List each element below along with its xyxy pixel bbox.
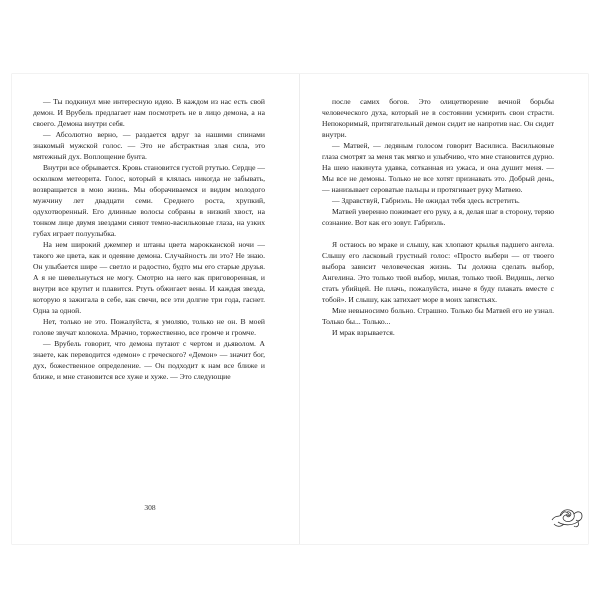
paragraph: На нем широкий джемпер и штаны цвета марокканской ночи — такого же цвета, как и одеяние демона. Случайность ли это? Не знаю. Он улыбается шире — светло и радостно, будто мы его старые друзья. А я не шевельнуться не могу. Смотрю на него как приговоренная, и внутри все крутит и плавится. Ртуть обжигает вены. И каждая звезда, которую я зажигала в себе, как свечи, все эти долгие три года, гаснет. Одна за одной. xyxy=(33,240,265,315)
paragraph: Я остаюсь во мраке и слышу, как хлопают крылья падшего ангела. Слышу его ласковый грустный голос: «Просто выбери — от твоего выбора зависит человеческая жизнь. Ты должна сделать выбор, Ангелина. Это только твой выбор, милая, только твой. Видишь, легко стать убийцей. Не плачь, пожалуйста, иначе я буду плакать вместе с тобой». И слышу, как затихает море в моих запястьях. xyxy=(322,240,554,304)
rose-ornament-icon xyxy=(548,502,586,530)
paragraph: Нет, только не это. Пожалуйста, я умоляю, только не он. В моей голове звучат колокола. Мрачно, торжественно, все громче и громче. xyxy=(33,317,265,337)
page-number: 308 xyxy=(144,503,156,512)
left-page xyxy=(33,96,265,382)
paragraph: Мне невыносимо больно. Страшно. Только бы Матвей его не узнал. Только бы... Только... xyxy=(322,306,554,326)
paragraph: — Абсолютно верно, — раздается вдруг за нашими спинами знакомый мужской голос. — Это не абстрактная злая сила, это мятежный дух. Воплощение бунта. xyxy=(33,130,265,161)
paragraph: после самих богов. Это олицетворение вечной борьбы человеческого духа, который не в состоянии усмирить свои страсти. Непокоримый, притягательный демон сидит не напротив нас. Он сидит внутри. xyxy=(322,97,554,139)
paragraph: И мрак взрывается. xyxy=(332,328,395,337)
paragraph: — Матвей, — ледяным голосом говорит Василиса. Васильковые глаза смотрят за меня так мягко и улыбчиво, что мне становится дурно. На шею накинута удавка, сотканная из ужаса, и она душит меня. — Мы все не демоны. Только не все хотят признавать это. Добрый день, — нанизывает сероватые пальцы и протягивает руку Матвею. xyxy=(322,141,554,194)
right-page xyxy=(322,96,554,338)
paragraph: Матвей уверенно пожимает его руку, а я, делая шаг в сторону, теряю сознание. Вот как его зовут. Габриэль. xyxy=(322,207,554,227)
paragraph: — Здравствуй, Габриэль. Не ожидал тебя здесь встретить. xyxy=(332,196,520,205)
paragraph: — Врубель говорит, что демона путают с чертом и дьяволом. А знаете, как переводится «демон» с греческого? «Демон» — значит бог, дух, божественное определение. — Он подходит к нам все ближе и ближе, и мне становится все хуже и хуже. — Это следующие xyxy=(33,339,265,381)
paragraph: — Ты подкинул мне интересную идею. В каждом из нас есть свой демон. И Врубель предлагает нам посмотреть не в лицо демона, а на своего. Демона внутри себя. xyxy=(33,97,265,128)
book-gutter xyxy=(299,74,300,544)
paragraph: Внутри все обрывается. Кровь становится густой ртутью. Сердце — осколком метеорита. Голос, который я клялась никогда не забывать, возвращается в мою жизнь. Мы оборачиваемся и видим молодого мужчину лет двадцати семи. Среднего роста, хрупкий, одухотворенный. Его длинные волосы собраны в низкий хвост, на тонком лице двумя звездами сияют темно-васильковые глаза, на узких губах играет полуулыбка. xyxy=(33,163,265,238)
